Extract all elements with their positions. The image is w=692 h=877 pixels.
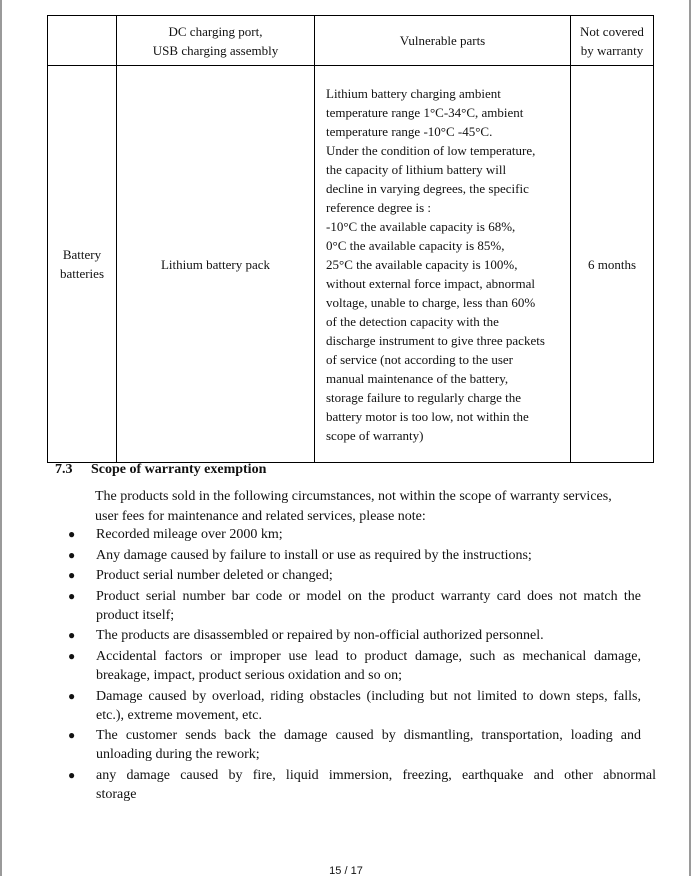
list-item-line: Any damage caused by failure to install or use as required by the instructions; — [96, 547, 532, 563]
list-item — [0, 647, 656, 685]
description-line: discharge instrument to give three packets — [326, 332, 545, 348]
description-cell — [315, 66, 571, 463]
bullet-icon: ● — [68, 688, 76, 703]
warranty-table — [47, 15, 654, 463]
description-line: Lithium battery charging ambient — [326, 85, 501, 101]
bullet-icon: ● — [68, 767, 76, 782]
description-line: of service (not according to the user — [326, 351, 513, 367]
list-item-line: Damage caused by overload, riding obstacles (including but not limited to down steps, falls, — [96, 688, 641, 704]
bullet-icon: ● — [68, 628, 76, 643]
list-item-line: unloading during the rework; — [96, 747, 260, 763]
bullet-icon: ● — [68, 568, 76, 583]
bullet-icon: ● — [68, 527, 76, 541]
list-item-line: Accidental factors or improper use lead to product damage, such as mechanical damage, — [96, 648, 641, 664]
header-component-line: USB charging assembly — [152, 42, 279, 58]
description-line: manual maintenance of the battery, — [326, 370, 509, 386]
table-row — [48, 66, 654, 463]
list-item-line: any damage caused by fire, liquid immersion, freezing, earthquake and other abnormal — [96, 767, 656, 783]
section-number: 7.3 — [55, 462, 73, 477]
list-item — [0, 546, 656, 565]
description-line: -10°C the available capacity is 68%, — [326, 218, 516, 234]
description-line: decline in varying degrees, the specific — [326, 180, 529, 196]
description-line: storage failure to regularly charge the — [326, 389, 522, 405]
header-component-line: DC charging port, — [168, 23, 263, 39]
description-line: the capacity of lithium battery will — [326, 161, 507, 177]
list-item — [0, 766, 656, 804]
description-line: scope of warranty) — [326, 427, 424, 443]
bullet-icon: ● — [68, 648, 76, 663]
header-cell-component — [117, 16, 315, 66]
header-cell-category — [48, 16, 117, 66]
section-title: Scope of warranty exemption — [91, 462, 267, 477]
description-line: battery motor is too low, not within the — [326, 408, 529, 424]
list-item-line: The products are disassembled or repaired by non-official authorized personnel. — [96, 628, 544, 644]
list-item-line: The customer sends back the damage caused by dismantling, transportation, loading and — [96, 728, 641, 744]
description-line: 0°C the available capacity is 85%, — [326, 237, 505, 253]
list-item-line: Product serial number bar code or model on the product warranty card does not match the — [96, 588, 641, 604]
exemption-list — [0, 525, 656, 805]
description-line: reference degree is : — [326, 199, 432, 215]
description-line: Under the condition of low temperature, — [326, 142, 536, 158]
category-cell — [48, 66, 117, 463]
page-right-border — [689, 0, 691, 876]
description-line: temperature range -10°C -45°C. — [326, 123, 493, 139]
list-item-line: storage — [96, 786, 137, 802]
list-item — [0, 566, 656, 585]
list-item-line: breakage, impact, product serious oxidation and so on; — [96, 667, 402, 683]
page-number: 15 / 17 — [329, 865, 363, 877]
list-item-line: Product serial number deleted or changed; — [96, 568, 333, 584]
list-item — [0, 587, 656, 625]
table-header-row — [48, 16, 654, 66]
list-item-line: product itself; — [96, 607, 175, 623]
header-cell-vulnerable-parts: Vulnerable parts — [315, 16, 571, 66]
description-line: voltage, unable to charge, less than 60% — [326, 294, 536, 310]
bullet-icon: ● — [68, 588, 76, 603]
list-item — [0, 687, 656, 725]
intro-line: user fees for maintenance and related services, please note: — [95, 509, 426, 524]
list-item-line: etc.), extreme movement, etc. — [96, 707, 262, 723]
intro-line: The products sold in the following circumstances, not within the scope of warranty services, — [95, 489, 612, 504]
description-line: 25°C the available capacity is 100%, — [326, 256, 518, 272]
bullet-icon: ● — [68, 547, 76, 562]
list-item — [0, 525, 656, 544]
section-heading — [55, 462, 266, 478]
category-line: batteries — [59, 266, 105, 281]
header-warranty-line: by warranty — [580, 42, 644, 58]
header-cell-warranty — [571, 16, 654, 66]
warranty-period-cell: 6 months — [571, 66, 654, 463]
header-warranty-line: Not covered — [580, 23, 644, 39]
list-item — [0, 626, 656, 645]
category-line: Battery — [62, 247, 102, 262]
bullet-icon: ● — [68, 728, 76, 743]
description-line: temperature range 1°C-34°C, ambient — [326, 104, 524, 120]
description-line: of the detection capacity with the — [326, 313, 499, 329]
list-item — [0, 726, 656, 764]
description-line: without external force impact, abnormal — [326, 275, 536, 291]
component-cell: Lithium battery pack — [117, 66, 315, 463]
list-item-line: Recorded mileage over 2000 km; — [96, 527, 283, 542]
intro-paragraph — [95, 487, 645, 527]
